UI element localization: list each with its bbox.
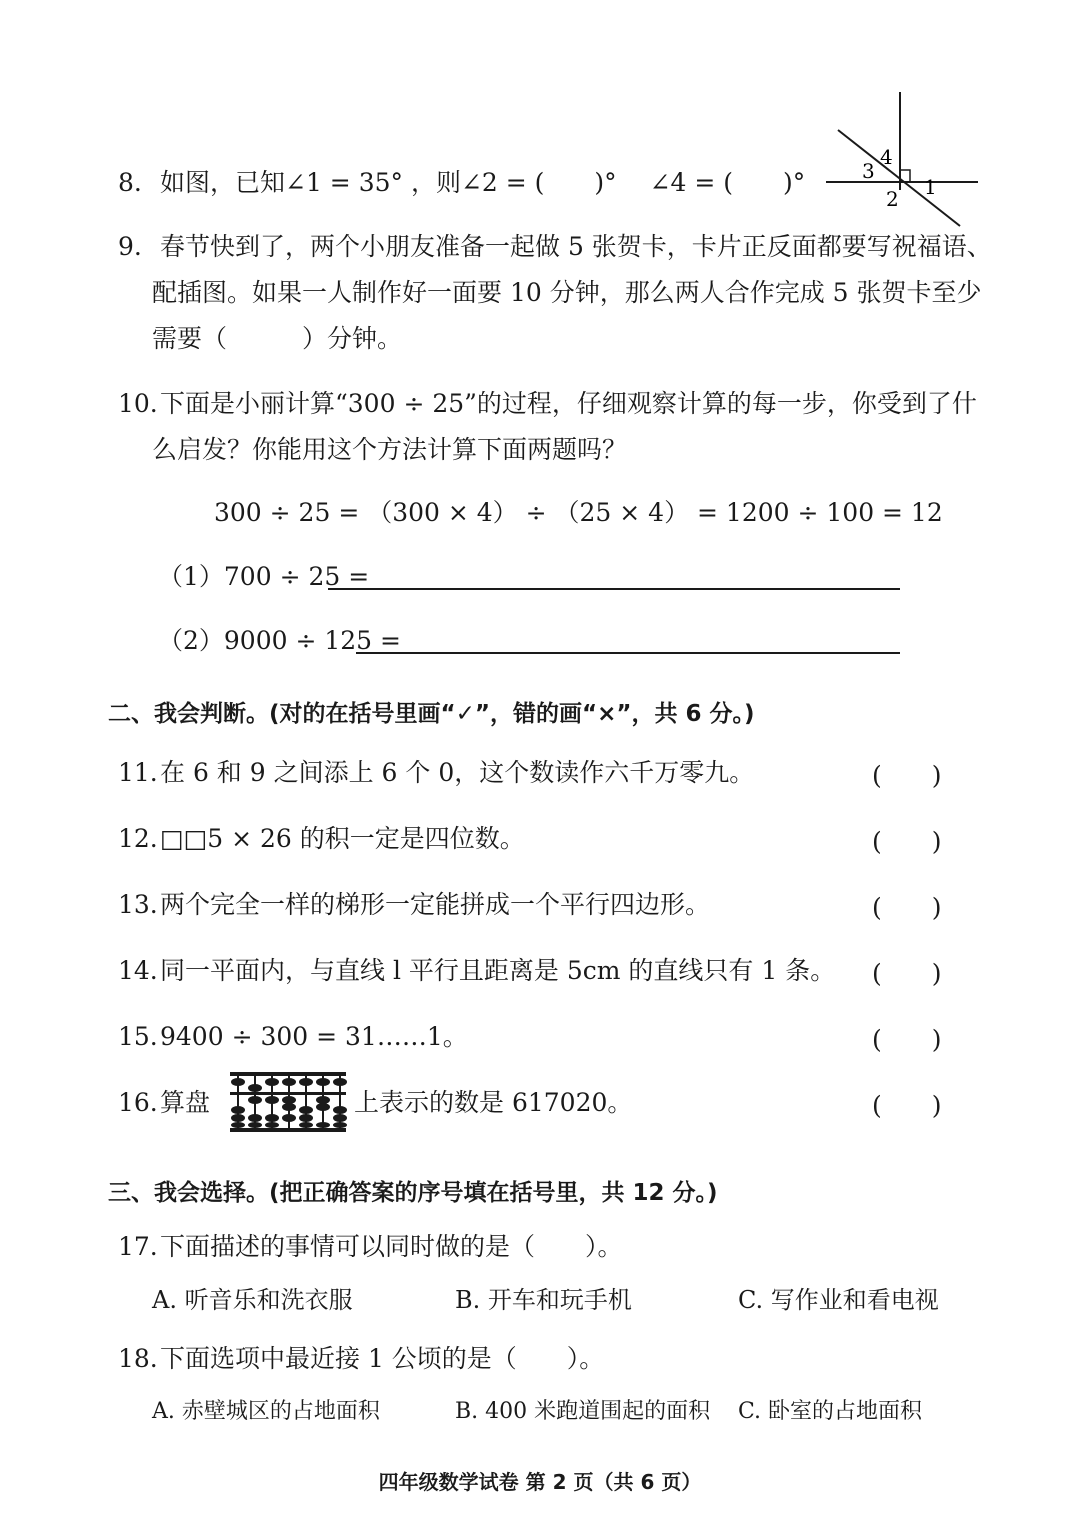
q18-option-a[interactable]: A. 赤壁城区的占地面积 bbox=[152, 1399, 380, 1424]
q8-text: 如图，已知∠1 = 35° ，则∠2 = ( )° ∠4 = ( )° bbox=[160, 168, 806, 197]
q12: 12.□□5 × 26 的积一定是四位数。 bbox=[118, 824, 525, 853]
q16: 16.算盘 bbox=[118, 1088, 211, 1117]
angle-label-4: 4 bbox=[880, 145, 893, 169]
q10-sub1-label: （1）700 ÷ 25 = bbox=[158, 562, 370, 591]
q10-sub1-answer-line[interactable] bbox=[328, 562, 900, 590]
q9-number: 9. bbox=[118, 232, 142, 261]
q18-text: 下面选项中最近接 1 公顷的是（ ）。 bbox=[160, 1344, 605, 1373]
q17-number: 17. bbox=[118, 1232, 158, 1261]
q12-answer-paren[interactable]: ( ) bbox=[872, 827, 942, 856]
q17-option-c[interactable]: C. 写作业和看电视 bbox=[738, 1286, 939, 1314]
q16-text-after: 上表示的数是 617020。 bbox=[354, 1088, 633, 1117]
q18-option-c[interactable]: C. 卧室的占地面积 bbox=[738, 1399, 923, 1424]
q16-answer-paren[interactable]: ( ) bbox=[872, 1091, 942, 1120]
angle-label-2: 2 bbox=[886, 187, 899, 211]
angle-figure bbox=[820, 90, 980, 230]
q10-line-1: 10.下面是小丽计算“300 ÷ 25”的过程，仔细观察计算的每一步，你受到了什 bbox=[118, 387, 977, 421]
q17-text: 下面描述的事情可以同时做的是（ ）。 bbox=[160, 1232, 623, 1261]
section-2-heading: 二、我会判断。(对的在括号里画“✓”，错的画“×”，共 6 分。) bbox=[108, 701, 755, 727]
q15: 15.9400 ÷ 300 = 31……1。 bbox=[118, 1022, 468, 1051]
q8-number: 8. bbox=[118, 168, 142, 197]
q10-sub2-answer-line[interactable] bbox=[356, 626, 900, 654]
q18-number: 18. bbox=[118, 1344, 158, 1373]
q10-number: 10. bbox=[118, 389, 158, 418]
q13: 13.两个完全一样的梯形一定能拼成一个平行四边形。 bbox=[118, 890, 711, 919]
q10-line-2: 么启发？你能用这个方法计算下面两题吗？ bbox=[152, 435, 628, 464]
q9-line-1: 9. 春节快到了，两个小朋友准备一起做 5 张贺卡，卡片正反面都要写祝福语、 bbox=[118, 230, 992, 264]
q11: 11.在 6 和 9 之间添上 6 个 0，这个数读作六千万零九。 bbox=[118, 758, 755, 787]
section-3-heading: 三、我会选择。(把正确答案的序号填在括号里，共 12 分。) bbox=[108, 1180, 718, 1206]
q18 bbox=[118, 1342, 604, 1376]
q9-line-2: 配插图。如果一人制作好一面要 10 分钟，那么两人合作完成 5 张贺卡至少 bbox=[152, 278, 982, 307]
q11-answer-paren[interactable]: ( ) bbox=[872, 761, 942, 790]
q8 bbox=[118, 166, 805, 200]
q14-answer-paren[interactable]: ( ) bbox=[872, 959, 942, 988]
q18-option-b[interactable]: B. 400 米跑道围起的面积 bbox=[455, 1399, 711, 1424]
q10-sub2-label: （2）9000 ÷ 125 = bbox=[158, 626, 401, 655]
abacus-icon bbox=[228, 1070, 348, 1134]
q15-answer-paren[interactable]: ( ) bbox=[872, 1025, 942, 1054]
q10-example: 300 ÷ 25 = （300 × 4） ÷ （25 × 4） = 1200 ÷ 100 = 12 bbox=[214, 498, 943, 527]
angle-label-1: 1 bbox=[924, 175, 937, 199]
page-footer: 四年级数学试卷 第 2 页（共 6 页） bbox=[378, 1470, 702, 1494]
angle-label-3: 3 bbox=[862, 159, 875, 183]
q17-option-a[interactable]: A. 听音乐和洗衣服 bbox=[152, 1286, 353, 1314]
q17 bbox=[118, 1230, 623, 1264]
q14: 14.同一平面内，与直线 l 平行且距离是 5cm 的直线只有 1 条。 bbox=[118, 956, 836, 985]
q17-option-b[interactable]: B. 开车和玩手机 bbox=[455, 1286, 632, 1314]
q13-answer-paren[interactable]: ( ) bbox=[872, 893, 942, 922]
q9-line-3: 需要（ ）分钟。 bbox=[152, 324, 403, 353]
